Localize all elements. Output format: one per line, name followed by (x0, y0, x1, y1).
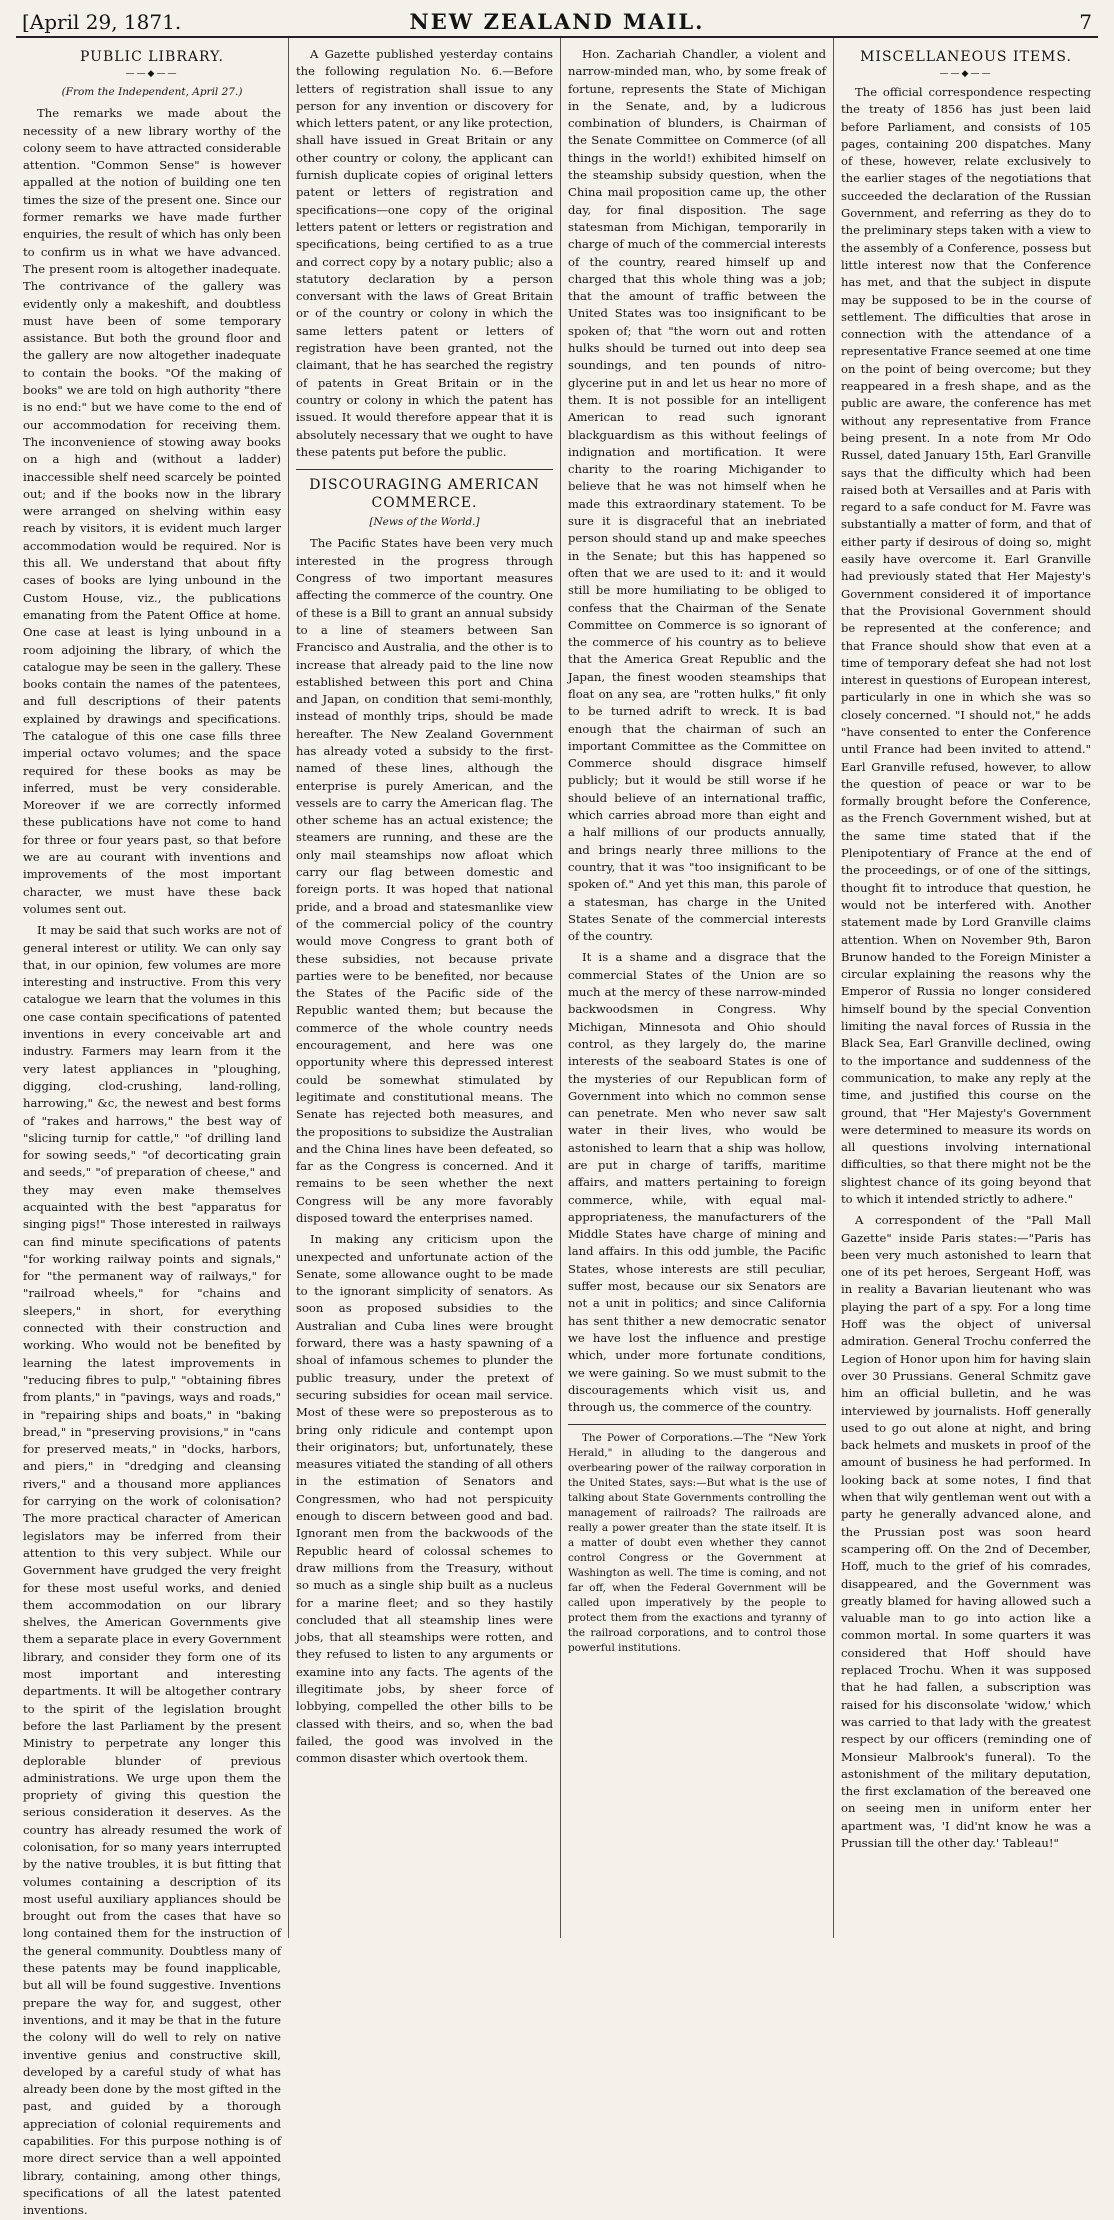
corporations-note: The Power of Corporations.—The "New York Herald," in alluding to the dangerous and overbearing power of the railway corporation in the United States, says:—But what is the use of talking about State Governments controlling the management of railroads? The railroads are really a power greater than the state itself. It is a matter of doubt even whether they cannot control Congress or the Government at Washington as well. The time is coming, and not far off, when the Federal Government will be called upon imperatively by the people to protect them from the exactions and tyranny of the railroad corporations, and to control those powerful institutions. (568, 1432, 826, 1655)
misc-paragraph-2: A correspondent of the "Pall Mall Gazette" inside Paris states:—"Paris has been very much astonished to learn that one of its pet heroes, Sergeant Hoff, was in reality a Bavarian lieutenant who was playing the part of a spy. For a long time Hoff was the object of universal admiration. General Trochu conferred the Legion of Honor upon him for having slain over 30 Prussians. General Schmitz gave him an official bulletin, and he was interviewed by journalists. Hoff generally used to go out alone at night, and bring back helmets and muskets in proof of the amount of business he had performed. In looking back at some notes, I find that when that wily gentleman went out with a party he generally advanced alone, and the Prussian post was soon heard scampering off. On the 2nd of December, Hoff, much to the grief of his comrades, disappeared, and the Government was greatly blamed for having allowed such a valuable man to go into action like a common mortal. In some quarters it was considered that Hoff should have replaced Trochu. When it was supposed that he had fallen, a subscription was raised for his disconsolate 'widow,' which was carried to that lady with the greatest respect by our officers (reminding one of Monsieur Malbrook's funeral). To the astonishment of the military deputation, the first exclamation of the bereaved one on seeing men in uniform enter her apartment was, 'I did'nt know he was a Prussian till the other day.' Tableau!" (841, 1213, 1091, 1850)
commerce-paragraph-4: It is a shame and a disgrace that the commercial States of the Union are so much at the mercy of these narrow-minded backwoodsmen in Congress. Why Michigan, Minnesota and Ohio should control, as they largely do, the marine interests of the seaboard States is one of the mysteries of our Republican form of Government into which no common sense can penetrate. Men who never saw salt water in their lives, who would be astonished to learn that a ship was hollow, are put in charge of tariffs, maritime affairs, and matters pertaining to foreign commerce, while, with equal mal-appropriateness, the manufacturers of the Middle States have charge of mining and land affairs. In this odd jumble, the Pacific States, whose interests are still peculiar, suffer most, because our six Senators are not a unit in politics; and since California has sent thither a new democratic senator we have lost the influence and prestige which, under more fortunate conditions, we were gaining. So we must submit to the discouragements which visit us, and through us, the commerce of the country. (568, 950, 826, 1415)
column-2 (288, 38, 560, 1938)
masthead (16, 6, 1098, 38)
library-paragraph-1: The remarks we made about the necessity of a new library worthy of the colony seem to have attracted considerable attention. "Common Sense" is however appalled at the notion of building one ten times the size of the present one. Since our former remarks we have made further enquiries, the result of which has only been to confirm us in what we have advanced. The present room is altogether inadequate. The contrivance of the gallery was evidently only a makeshift, and doubtless must have been of some temporary assistance. But both the ground floor and the gallery are now altogether inadequate to contain the books. "Of the making of books" we are told on high authority "there is no end:" but we have come to the end of our accommodation for receiving them. The inconvenience of stowing away books on a high and (without a ladder) inaccessible shelf need scarcely be pointed out; and if the books now in the library were arranged on shelving within easy reach by visitors, it is evident much larger accommodation would be required. Nor is this all. We understand that about fifty cases of books are lying unbound in the Custom House, viz., the publications emanating from the Patent Office at home. One case at least is lying unbound in a room adjoining the library, of which the catalogue may be seen in the gallery. These books contain the names of the patentees, and full descriptions of their patents explained by drawings and specifications. The catalogue of this one case fills three imperial octavo volumes; and the space required for these books as may be inferred, must be very considerable. Moreover if we are correctly informed these publications have not come to hand for three or four years past, so that before we are au courant with inventions and improvements of the most important character, we must have these back volumes sent out. (23, 106, 281, 916)
misc-paragraph-1: The official correspondence respecting the treaty of 1856 has just been laid before Parliament, and consists of 105 pages, containing 200 dispatches. Many of these, however, relate exclusively to the earlier stages of the negotiations that succeeded the declaration of the Russian Government, and referring as they do to the preliminary steps taken with a view to the assembly of a Conference, possess but little interest now that the Conference has met, and that the subject in dispute may be supposed to be in the course of settlement. The difficulties that arose in connection with the attendance of a representative France seemed at one time on the point of being overcome; but they reappeared in a fresh shape, and as the public are aware, the conference has met without any representative from France being present. In a note from Mr Odo Russel, dated January 15th, Earl Granville says that the difficulty which had been raised both at Versailles and at Paris with regard to a safe conduct for M. Favre was substantially a matter of form, and that of either party if desirous of doing so, might easily have overcome it. Earl Granville had previously stated that Her Majesty's Government considered it of importance that the Provisional Government should be represented at the conference; and that France should show that even at a time of temporary defeat she had not lost interest in questions of European interest, particularly in one in which she was so closely concerned. "I should not," he adds "have consented to enter the Conference until France had been invited to attend." Earl Granville refused, however, to allow the question of peace or war to be formally brought before the Conference, as the French Government wished, but at the same time stated that if the Plenipotentiary of France at the end of the proceedings, or of one of the sittings, thought fit to introduce that question, he would not be interfered with. Another statement made by Lord Granville claims attention. When on November 9th, Baron Brunow handed to the Foreign Minister a circular explaining the reasons why the Emperor of Russia no longer considered himself bound by the special Convention limiting the naval forces of Russia in the Black Sea, Earl Granville declined, owing to the importance and suddenness of the communication, to make any reply at the time, and justified this course on the ground, that "Her Majesty's Government were determined to measure its words on all questions involving international difficulties, so that there might not be the slightest chance of its going beyond that to which it intended strictly to adhere." (841, 85, 1091, 1206)
commerce-paragraph-1: The Pacific States have been very much interested in the progress through Congress of two important measures affecting the commerce of the country. One of these is a Bill to grant an annual subsidy to a line of steamers between San Francisco and Australia, and the other is to increase that already paid to the line now established between this port and China and Japan, on condition that semi-monthly, instead of monthly trips, should be made hereafter. The New Zealand Government has already voted a subsidy to the first-named of these lines, although the enterprise is purely American, and the vessels are to carry the American flag. The other scheme has an actual existence; the steamers are running, and these are the only mail steamships now afloat which carry our flag between domestic and foreign ports. It was hoped that national pride, and a broad and statesmanlike view of the commercial policy of the country would move Congress to grant both of these subsidies, not because private parties were to be benefited, nor because the States of the Pacific side of the Republic wanted them; but because the commerce of the whole country needs encouragement, and here was one opportunity where this depressed interest could be somewhat stimulated by legitimate and constitutional means. The Senate has rejected both measures, and the propositions to subsidize the Australian and the China lines have been defeated, so far as the Congress is concerned. And it remains to be seen whether the next Congress will be any more favorably disposed toward the enterprises named. (296, 536, 553, 1225)
commerce-article-source: [News of the World.] (369, 516, 480, 529)
heading-ornament: ——◆—— (125, 69, 179, 79)
column-3 (560, 38, 833, 1938)
column-4 (833, 38, 1098, 1938)
library-paragraph-2: It may be said that such works are not of general interest or utility. We can only say that, in our opinion, few volumes are more interesting and instructive. From this very catalogue we learn that the volumes in this one case contain specifications of patented inventions in every conceivable art and industry. Farmers may learn from it the very latest appliances in "ploughing, digging, clod-crushing, land-rolling, harrowing," &c, the newest and best forms of "rakes and harrows," the best way of "slicing turnip for cattle," "of drilling land for sowing seeds," "of decorticating grain and seeds," "of preparation of cheese," and they may even make themselves acquainted with the best "apparatus for singing pigs!" Those interested in railways can find minute specifications of patents "for working railway points and signals," for "the permanent way of railways," for "railroad wheels," for "chains and sleepers," in short, for everything connected with their construction and working. Who would not be benefited by learning the latest improvements in "reducing fibres to pulp," "obtaining fibres from plants," in "pavings, ways and roads," in "repairing ships and boats," in "baking bread," in "preserving provisions," in "cans for preserved meats," in "docks, harbors, and piers," in "dredging and cleansing rivers," and a thousand more appliances for carrying on the work of colonisation? The more practical character of American legislators may be inferred from their attention to this very subject. While our Government have grudged the very freight for these most useful works, and denied them accommodation on our library shelves, the American Governments give them a separate place in every Government library, and consider they form one of its most important and interesting departments. It will be altogether contrary to the spirit of the legislation brought before the last Parliament by the present Ministry to perpetrate any longer this deplorable blunder of previous administrations. We urge upon them the propriety of giving this question the serious consideration it deserves. As the country has already resumed the work of colonisation, for so many years interrupted by the native troubles, it is but fitting that volumes containing a description of its most useful auxiliary appliances should be brought out from the cases that have so long contained them for the instruction of the general community. Doubtless many of these patents may be found inapplicable, but all will be found suggestive. Inventions prepare the way for, and suggest, other inventions, and it may be that in the future the colony will do well to rely on native inventive genius and constructive skill, developed by a careful study of what has already been done by the most gifted in the past, and guided by a thorough appreciation of colonial requirements and capabilities. For this purpose nothing is of more direct service than a well appointed library, containing, among other things, specifications of all the latest patented inventions. (23, 923, 281, 2218)
article-columns (16, 38, 1098, 2218)
misc-items-heading: MISCELLANEOUS ITEMS. (860, 49, 1072, 65)
page-number: 7 (1079, 10, 1092, 34)
commerce-paragraph-2: In making any criticism upon the unexpected and unfortunate action of the Senate, some allowance ought to be made to the ignorant simplicity of senators. As soon as proposed subsidies to the Australian and Cuba lines were brought forward, there was a hasty spawning of a shoal of infamous schemes to plunder the public treasury, under the pretext of securing subsidies for ocean mail service. Most of these were so preposterous as to bring only ridicule and contempt upon their originators; but, unfortunately, these measures vitiated the standing of all others in the estimation of Senators and Congressmen, who had not perspicuity enough to discern between good and bad. Ignorant men from the backwoods of the Republic heard of colossal schemes to draw millions from the Treasury, without so much as a single ship built as a nucleus for a marine fleet; and so they hastily concluded that all steamship lines were jobs, that all steamships were rotten, and they refused to listen to any arguments or examine into any facts. The agents of the illegitimate jobs, by sheer force of lobbying, compelled the other bills to be classed with theirs, and so, when the bad failed, the good was involved in the common disaster which overtook them. (296, 1232, 553, 1766)
column-1 (16, 38, 288, 2218)
commerce-paragraph-3: Hon. Zachariah Chandler, a violent and narrow-minded man, who, by some freak of fortune, represents the State of Michigan in the Senate, and, by a ludicrous combination of blunders, is Chairman of the Senate Committee on Commerce (of all things in the world!) exhibited himself on the steamship subsidy question, when the China mail proposition came up, the other day, for final disposition. The sage statesman from Michigan, temporarily in charge of much of the commercial interests of the country, reared himself up and charged that this whole thing was a job; that the amount of traffic between the United States was too insignificant to be spoken of; that "the worn out and rotten hulks should be turned out into deep sea soundings, and ten pounds of nitro-glycerine put in and let us hear no more of them. It is not possible for an intelligent American to read such ignorant blackguardism as this without feelings of indignation and mortification. It were charity to the roaring Michigander to believe that he was not himself when he made this extraordinary statement. To be sure it is disgraceful that an inebriated person should stand up and make speeches in the Senate; but this has happened so often that we are used to it: and it would still be more humiliating to be obliged to confess that the Chairman of the Senate Committee on Commerce is so ignorant of the commerce of his country as to believe that the America Great Republic and the Japan, the finest wooden steamships that float on any sea, are "rotten hulks," fit only to be turned adrift to wreck. It is bad enough that the chairman of such an important Committee as the Committee on Commerce should disgrace himself publicly; but it would be still worse if he should believe of an international traffic, which carries abroad more than eight and a half millions of our products annually, and brings nearly three millions to the country, that it was "too insignificant to be spoken of." And yet this man, this parole of a statesman, has charge in the United States Senate of the commercial interests of the country. (568, 47, 826, 944)
column-divider-rule (568, 1424, 826, 1425)
heading-ornament: ——◆—— (939, 69, 993, 79)
commerce-article-heading: DISCOURAGING AMERICAN COMMERCE. (309, 477, 540, 512)
column-divider-rule (296, 469, 553, 470)
library-paragraph-3: A Gazette published yesterday contains the following regulation No. 6.—Before letters of registration shall issue to any person for any invention or discovery for which letters patent, or any like protection, shall have issued in Great Britain or any other country or colony, the applicant can furnish duplicate copies of original letters patent or letters of registration and specifications—one copy of the original letters patent or letters or registration and specifications, being certified to as a true and correct copy by a notary public; also a statutory declaration by a person conversant with the laws of Great Britain or of the country or colony in which the same letters patent or letters of registration have been granted, not the claimant, that he has searched the registry of patents in Great Britain or in the country or colony in which the patent has issued. It would therefore appear that it is absolutely necessary that we ought to have these patents put before the public. (296, 47, 553, 459)
issue-date: [April 29, 1871. (22, 10, 182, 34)
library-article-heading: PUBLIC LIBRARY. (79, 49, 224, 65)
newspaper-title: NEW ZEALAND MAIL. (409, 9, 705, 34)
library-article-source: (From the Independent, April 27.) (61, 86, 243, 98)
